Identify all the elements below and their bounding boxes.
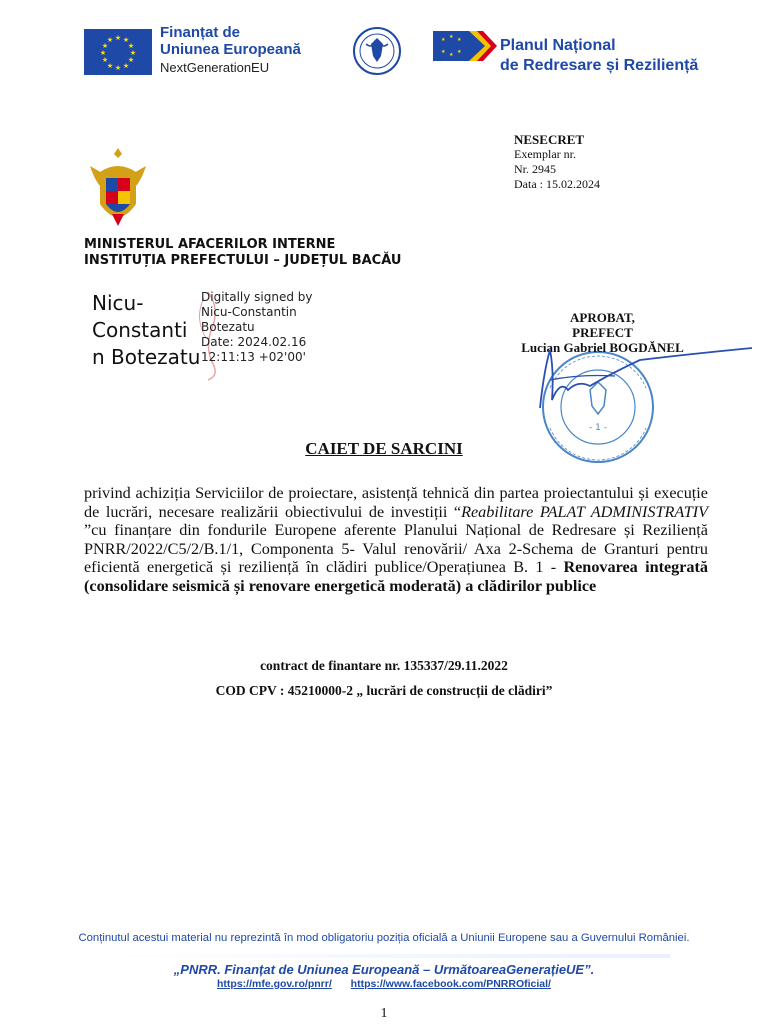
eu-line-1: Finanțat de <box>160 24 241 41</box>
svg-text:★: ★ <box>127 42 135 50</box>
eu-flag-icon <box>84 29 152 75</box>
svg-text:★: ★ <box>106 62 114 70</box>
signature-detail-line: Digitally signed by <box>201 290 313 304</box>
ministry-line-2: INSTITUȚIA PREFECTULUI – JUDEȚUL BACĂU <box>84 253 402 268</box>
eu-line-3: NextGenerationEU <box>160 60 270 75</box>
footer-divider <box>110 954 670 958</box>
svg-text:★: ★ <box>101 56 109 64</box>
signature-name-line: Nicu- <box>92 291 144 315</box>
svg-text:★: ★ <box>101 42 109 50</box>
svg-text:★: ★ <box>457 37 462 43</box>
approval-role: PREFECT <box>572 325 633 340</box>
svg-text:★: ★ <box>441 37 446 43</box>
body-text-bold: Renovarea integrată (consolidare seismică și renovare energetică moderată) a clădirilor publice <box>84 558 708 595</box>
contract-number: contract de finantare nr. 135337/29.11.2022 <box>260 658 508 673</box>
signature-detail-line: 12:11:13 +02'00' <box>201 350 306 364</box>
romanian-government-seal-icon <box>352 26 402 76</box>
svg-text:★: ★ <box>441 49 446 55</box>
pnrr-logo-icon <box>433 29 497 63</box>
svg-text:★: ★ <box>122 62 130 70</box>
cpv-code: COD CPV : 45210000-2 „ lucrări de construcții de clădiri” <box>215 683 553 698</box>
ministry-heading <box>84 237 401 269</box>
document-title-text: CAIET DE SARCINI <box>305 439 463 458</box>
body-text-part-1: privind achiziția Serviciilor de proiectare, asistență tehnică din partea proiectantului și execuție de lucrări, necesare realizării obiectivului de investiții “ <box>84 484 708 521</box>
document-title <box>0 439 768 459</box>
pnrr-line-1: Planul Național <box>500 37 616 54</box>
svg-text:★: ★ <box>127 56 135 64</box>
classification-title: NESECRET <box>514 132 585 147</box>
eu-line-2: Uniunea Europeană <box>160 41 301 58</box>
document-date: Data : 15.02.2024 <box>514 177 600 191</box>
registration-number: Nr. 2945 <box>514 162 556 176</box>
project-name: Reabilitare PALAT ADMINISTRATIV <box>461 502 708 521</box>
svg-text:★: ★ <box>99 49 107 57</box>
svg-text:★: ★ <box>122 36 130 44</box>
eu-funding-text <box>160 24 301 78</box>
svg-text:★: ★ <box>449 34 454 40</box>
ministry-line-1: MINISTERUL AFACERILOR INTERNE <box>84 237 336 252</box>
signature-name-line: Constanti <box>92 318 188 342</box>
body-paragraph <box>84 484 708 596</box>
mfe-link[interactable]: https://mfe.gov.ro/pnrr/ <box>217 978 332 990</box>
body-text-part-2: ”cu finanțare din fondurile Europene aferente Planului Național de Redresare și Reziliență PNRR/2022/C5/2/B.1/1, Componenta 5- Valul renovării/ Axa 2-Schema de Granturi pentru eficientă energetică și reziliență în clădiri publice/Operațiunea B. 1 - <box>84 521 708 577</box>
approval-name: Lucian Gabriel BOGDĂNEL <box>521 340 684 355</box>
footer-slogan: „PNRR. Finanțat de Uniunea Europeană – UrmătoareaGenerațieUE”. <box>173 962 595 977</box>
svg-text:★: ★ <box>449 52 454 58</box>
footer-links <box>0 978 768 990</box>
svg-text:- 1 -: - 1 - <box>589 423 607 433</box>
pnrr-title <box>500 36 698 76</box>
coat-of-arms-icon <box>86 144 150 236</box>
svg-text:★: ★ <box>129 49 137 57</box>
facebook-link[interactable]: https://www.facebook.com/PNRROficial/ <box>350 978 551 990</box>
page-number: 1 <box>380 1006 388 1021</box>
svg-text:★: ★ <box>114 64 122 72</box>
svg-text:★: ★ <box>106 36 114 44</box>
svg-text:★: ★ <box>114 34 122 42</box>
classification-block <box>514 132 600 192</box>
footer-disclaimer: Conținutul acestui material nu reprezintă în mod obligatoriu poziția oficială a Uniunii Europene sau a Guvernului României. <box>78 932 690 944</box>
signature-detail-line: Date: 2024.02.16 <box>201 335 307 349</box>
signature-detail-line: Nicu-Constantin <box>201 305 297 319</box>
svg-text:★: ★ <box>457 49 462 55</box>
pnrr-line-2: de Redresare și Reziliență <box>500 57 699 74</box>
signature-name-line: n Botezatu <box>92 345 201 369</box>
approval-label: APROBAT, <box>570 310 635 325</box>
digital-signature-details <box>201 290 313 365</box>
signature-detail-line: Botezatu <box>201 320 255 334</box>
handwritten-signature-icon <box>520 330 760 420</box>
exemplar-number: Exemplar nr. <box>514 147 576 161</box>
